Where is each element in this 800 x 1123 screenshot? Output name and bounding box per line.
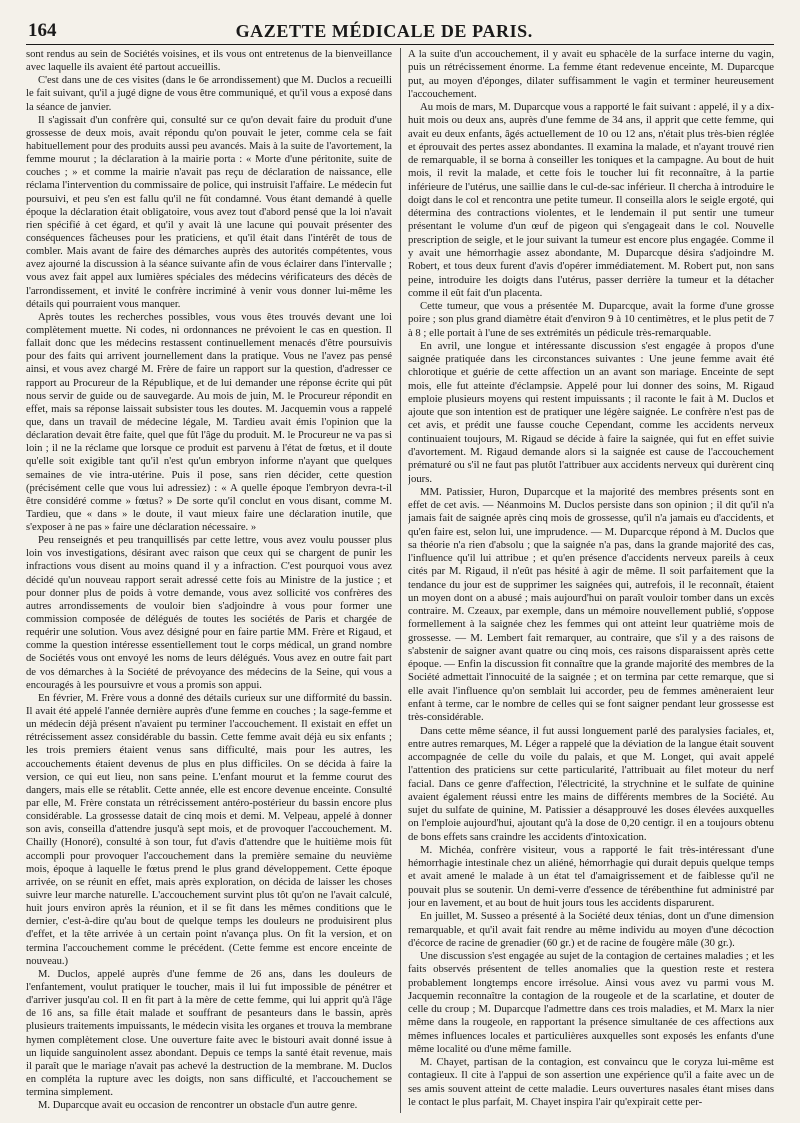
journal-title: GAZETTE MÉDICALE DE PARIS. [235, 21, 533, 41]
left-column [26, 48, 392, 1113]
paragraph: Après toutes les recherches possibles, vous vous êtes trouvés devant une loi complètement muette. Ni codes, ni ordonnances ne prévoient le cas en question. Il fallait donc que les médecins restassent continuellement menacés d'être poursuivis pour des faits qui arrivent journellement dans la pratique. Vous ne l'avez pas pensé ainsi, et vous avez chargé M. Frère de faire un rapport sur la question, d'adresser ce rapport au Procureur de la République, et de lui demander une réponse écrite qui pût nous servir de guide ou de sauvegarde. Au mois de juin, M. le Procureur répondit en effet, mais sa réponse laissait subsister tous les doutes. M. Jacquemin vous a rappelé que, dans un travail de médecine légale, M. Tardieu avait émis l'opinion que la déclaration devait être faite, quel que fût l'âge du produit. M. le Procureur ne va pas si loin ; il ne la réclame que lorsque ce produit est parvenu à l'état de fœtus, et il doute qu'elle soit exigible tant qu'il n'est qu'un embryon informe n'ayant que quelques semaines de vie intra-utérine. Puis il pose, sans rien décider, cette question (précisément celle que vous lui adressiez) : « A quelle époque l'embryon devra-t-il être considéré comme » fœtus? » De sorte qu'il conclut en vous disant, comme M. Tardieu, que « dans » le doute, il vaut mieux faire une déclaration inutile, que s'exposer à ne pas » faire une déclaration nécessaire. » [26, 311, 392, 534]
paragraph: MM. Patissier, Huron, Duparcque et la majorité des membres présents sont en effet de cet avis. — Néanmoins M. Duclos persiste dans son opinion ; il dit qu'il n'a jamais fait de saignée après cinq mois de grossesse, qu'il n'a jamais eu d'accidents, et qu'en faire est, selon lui, une imprudence. — M. Duparcque répond à M. Duclos que sa théorie n'a rien d'absolu ; que la saignée n'a pas, dans la grande majorité des cas, l'influence qu'il lui attribue ; et qu'en présence d'accidents nerveux pareils à ceux cités par M. Rigaud, il n'eût pas hésité à agir de même. Il soit parfaitement que la tendance du jour est de supprimer les saignées qui, autrefois, il le reconnaît, étaient un moyen dont on a abusé ; mais aujourd'hui on paraît vouloir tomber dans un excès contraire. M. Czeaux, par exemple, dans un mémoire nouvellement publié, s'oppose formellement à la saignée chez les femmes qui ont atteint leur quatrième mois de grossesse. — M. Lembert fait remarquer, au contraire, que s'il y a des raisons de s'abstenir de saigner avant quatre ou cinq mois, ces raisons disparaissent après cette époque. — Enfin la discussion fit connaître que la grande majorité des membres de la Société admettait l'innocuité de la saignée ; et on termina par cette remarque, que si elle avait l'influence qu'on semblait lui accorder, peu de femmes amèneraient leur enfant à terme, car le nombre de celles qui se font saigner pendant leur grossesse est très-considérable. [408, 485, 774, 724]
paragraph: sont rendus au sein de Sociétés voisines, et ils vous ont entretenus de la bienveillance avec laquelle ils avaient été partout accueillis. [26, 49, 392, 74]
paragraph: En juillet, M. Susseo a présenté à la Société deux ténias, dont un d'une dimension remarquable, et qu'il avait fait rendre au même individu au moyen d'une décoction d'écorce de racine de grenadier (60 gr.) et de racine de fougère mâle (30 gr.). [408, 910, 774, 949]
page-header [26, 14, 774, 45]
paragraph: En février, M. Frère vous a donné des détails curieux sur une difformité du bassin. Il avait été appelé l'année dernière auprès d'une femme en couches ; la sage-femme et un médecin déjà présent n'avaient pu terminer l'accouchement. Il existait en effet un rétrécissement assez considérable du bassin. Cette femme avait déjà eu six enfants ; les trois premiers étaient venus sans difficulté, mais pour les autres, les accouchements étaient devenus de plus en plus difficiles. On se décida à faire la version, ce qui eut lieu, non sans peine. L'enfant mourut et la femme courut des dangers, mais elle se rétablit. Cette année, elle est encore devenue enceinte. Consulté par elle, M. Frère constata un rétrécissement antéro-postérieur du bassin encore plus considérable. La grossesse datait de cinq mois et demi. M. Velpeau, appelé à donner son avis, conseilla d'attendre jusqu'à sept mois, et de provoquer l'accouchement. M. Chailly (Honoré), consulté à son tour, fut d'avis d'attendre que le huitième mois fût accompli pour provoquer l'accouchement dans la première semaine du neuvième mois, époque à laquelle le fœtus prend le plus grand développement. Cette époque arrivée, on se réunit en effet, mais après exploration, on décida de laisser les choses suivre leur marche naturelle. L'accouchement survint plus tôt qu'on ne l'avait calculé, huit jours environ après la réunion, et il se fit dans les mêmes conditions que le dernier, c'est-à-dire qu'au bout de quelque temps les douleurs ne produisirent plus d'effet, et la tête arrivée à un certain point n'avança plus. On fit la version, et on termina l'accouchement comme le précédent. (Cette femme est encore enceinte de nouveau.) [26, 692, 392, 967]
paragraph: Dans cette même séance, il fut aussi longuement parlé des paralysies faciales, et, entre autres remarques, M. Léger a rappelé que la déviation de la langue était souvent accompagnée de celle du voile du palais, et que M. Longet, qui avait appelé l'attention des praticiens sur cette particularité, l'attribuait au filet moteur du nerf facial. Dans ce genre d'affection, l'électricité, la strychnine et le sulfate de quinine avaient également réussi entre les mains de différents membres de la Société. Au sujet du sulfate de quinine, M. Patissier a désapprouvé les doses élevées auxquelles on l'emploie aujourd'hui, ajoutant qu'à la dose de 0,20 centigr. il en a toujours obtenu de bons effets sans craindre les accidents d'intoxication. [408, 724, 774, 843]
paragraph: A la suite d'un accouchement, il y avait eu sphacèle de la surface interne du vagin, puis un rétrécissement énorme. La femme étant redevenue enceinte, M. Duparcque put, au moyen d'éponges, dilater suffisamment le vagin et terminer heureusement l'accouchement. [408, 48, 774, 100]
paragraph: Il s'agissait d'un confrère qui, consulté sur ce qu'on devait faire du produit d'une grossesse de deux mois, avait répondu qu'on pouvait le jeter, comme cela se fait habituellement pour des produits aussi peu avancés. Mais à la suite de l'avortement, la femme mourut ; la déclaration à la mairie porta : « Morte d'une péritonite, suite de couches ; » et comme la mairie n'avait pas reçu de déclaration de naissance, elle réclama l'intervention du commissaire de police, qui instruisit l'affaire. Le médecin fut poursuivi, et peu s'en est fallu qu'il ne fût condamné. Vous étant demandé à quelle époque la déclaration était obligatoire, vous avez tout d'abord pensé que la loi n'avait rien spécifié à cet égard, et qu'il y avait là une lacune qui pouvait présenter des conséquences fâcheuses pour les praticiens, et qu'il était dans l'intérêt de tous de combler. Mais avant de faire des démarches auprès des autorités compétentes, vous avez ajourné la discussion à la séance suivante afin de vous éclairer dans l'intervalle ; vous avez fait appel aux lumières spéciales des médecins vérificateurs des décès de l'arrondissement, et invité le confrère incriminé à venir vous donner lui-même les détails qui pourraient vous manquer. [26, 114, 392, 310]
paragraph: M. Michéa, confrère visiteur, vous a rapporté le fait très-intéressant d'une hémorrhagie intestinale chez un aliéné, hémorrhagie qui durait depuis quelque temps et avait amené le malade à un état tel d'amaigrissement et de faiblesse qu'il ne pouvait plus se soutenir. Un demi-verre d'essence de térébenthine fut administré par jour en lavement, et au bout de huit jours tous les accidents disparurent. [408, 843, 774, 909]
page-number: 164 [28, 20, 57, 41]
paragraph: Cette tumeur, que vous a présentée M. Duparcque, avait la forme d'une grosse poire ; son plus grand diamètre était d'environ 9 à 10 centimètres, et le plus petit de 7 à 8 ; elle portait à l'une de ses extrémités un pédicule très-remarquable. [408, 300, 774, 339]
paragraph: M. Chayet, partisan de la contagion, est convaincu que le coryza lui-même est contagieux. Il cite à l'appui de son assertion une expérience qu'il a faite avec un de ses amis souvent atteint de cette maladie. Leurs ouvertures nasales étant mises dans le contact le plus parfait, M. Chayet inspira l'air qu'expirait cette per- [408, 1056, 774, 1108]
paragraph: M. Duparcque avait eu occasion de rencontrer un obstacle d'un autre genre. [38, 1100, 358, 1112]
right-column [408, 48, 774, 1113]
paragraph: En avril, une longue et intéressante discussion s'est engagée à propos d'une saignée pratiquée dans les circonstances suivantes : Une jeune femme avait été chlorotique et guérie de cette affection un an avant son mariage. Enceinte de sept mois, elle fut atteinte d'éclampsie. Appelé pour lui donner des soins, M. Rigaud emploie plusieurs moyens qui restent impuissants ; il raconte le fait à M. Duclos et ajoute que son intention est de pratiquer une légère saignée. Le confrère n'est pas de cet avis, et prédit une fausse couche Cependant, comme les accidents nerveux continuaient toujours, M. Rigaud se décide à faire la saignée, qui fut en effet suivie d'avortement. M. Rigaud demande alors si la saignée est cause de l'accouchement prématuré ou s'il ne faut pas plutôt l'attribuer aux accidents nerveux qui durèrent cinq jours. [408, 339, 774, 485]
paragraph: M. Duclos, appelé auprès d'une femme de 26 ans, dans les douleurs de l'enfantement, voulut pratiquer le toucher, mais il lui fut impossible de pénétrer et d'arriver jusqu'au col. Il en fit part à la mère de cette femme, qui lui apprit qu'à l'âge de 16 ans, sa fille était malade et souffrant de pesanteurs dans le bassin, après plusieurs traitements impuissants, le médecin visita les organes et trouva la membrane hymen complètement close. Une ouverture faite avec le bistouri avait donné issue à un liquide sanguinolent assez abondant. Depuis ce temps la santé était revenue, mais il paraît que le mariage n'avait pas achevé la destruction de la membrane. M. Duclos en compléta la rupture avec les doigts, non sans difficulté, et l'accouchement se termina simplement. [26, 968, 392, 1099]
paragraph: Au mois de mars, M. Duparcque vous a rapporté le fait suivant : appelé, il y a dix-huit mois ou deux ans, auprès d'une femme de 34 ans, il apprit que cette femme, qui avait eu deux enfants, âgés actuellement de 10 ou 12 ans, n'était plus très-bien réglée et éprouvait des pertes assez abondantes. Il examina la malade, et n'ayant trouvé rien de remarquable, il se borna à conseiller les toniques et la campagne. Au bout de huit mois, il revit la malade, et cette fois le toucher lui fit reconnaître, à la partie inférieure de l'utérus, une saillie dans le cul-de-sac inférieur. Il chercha à introduire le doigt dans le col et rencontra une petite tumeur. Il conseilla alors le seigle ergoté, qui détermina des contractions violentes, et le lendemain il put sentir une tumeur présentant le volume d'un œuf de pigeon qui s'engageait dans le col. Nouvelle prescription de seigle, et le jour suivant la tumeur est encore plus engagée. Comme il y avait une hémorrhagie assez abondante, M. Duparcque désira s'adjoindre M. Robert, et tous deux furent d'avis d'opérer immédiatement. M. Robert put, non sans peine, introduire les doigts dans l'utérus, passer derrière la tumeur et la détacher comme il eût fait d'un placenta. [408, 101, 774, 299]
paragraph: C'est dans une de ces visites (dans le 6e arrondissement) que M. Duclos a recueilli le fait suivant, qu'il a jugé digne de vous être communiqué, et qu'il vous a exposé dans la séance de janvier. [26, 75, 392, 113]
paragraph: Une discussion s'est engagée au sujet de la contagion de certaines maladies ; et les faits observés présentent de telles anomalies que la question reste et restera probablement longtemps encore irrésolue. Ainsi vous avez vu parmi vous M. Jacquemin reconnaître la contagion de la rougeole et de la scarlatine, et douter de celle du croup ; M. Duparcque l'admettre dans ces trois maladies, et M. Marx la nier même dans la rougeole, en rapportant la présence simultanée de ces affections aux mêmes influences locales et particulières auxquelles sont exposés les enfants d'une même localité ou d'une même famille. [408, 950, 774, 1055]
paragraph: Peu renseignés et peu tranquillisés par cette lettre, vous avez voulu pousser plus loin vos investigations, désirant avec raison que ceux qui se chargent de punir les infractions vous disent au moins quand il y a infraction. C'est pourquoi vous avez décidé qu'un nouveau rapport serait adressé cette fois au Ministre de la justice ; et pour donner plus de poids à votre demande, vous avez sollicité vos confrères des autres arrondissements de vouloir bien s'adjoindre à vous pour former une commission composée de délégués de toutes les sociétés de Paris et chargée de requérir une solution. Vous avez désigné pour en faire partie MM. Frère et Rigaud, et comme la question intéresse essentiellement tout le corps médical, un grand nombre de Sociétés vous ont envoyé les noms de leurs délégués. Vous avez en outre fait part de vos démarches à la Société de prévoyance des médecins de la Seine, qui vous a encouragés à les poursuivre et vous a promis son appui. [26, 535, 392, 691]
column-divider [400, 48, 401, 1113]
article-columns [26, 48, 774, 1113]
